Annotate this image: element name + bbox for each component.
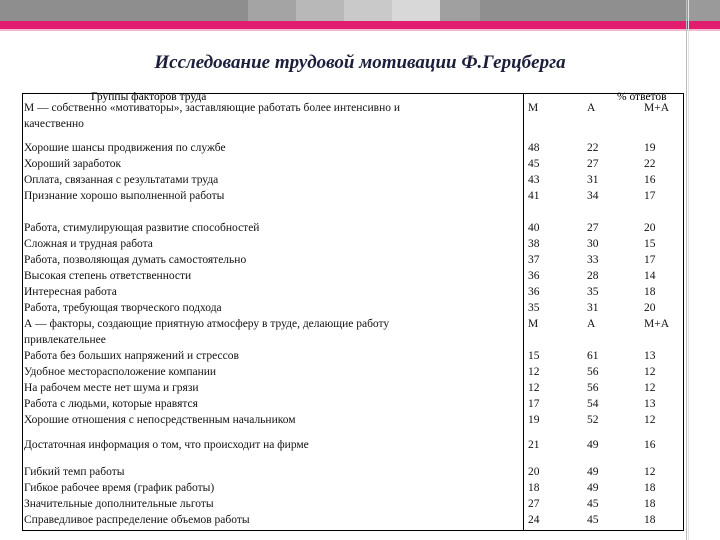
ma-value-cell: 16 [644,174,656,186]
top-decor-bar [0,0,720,21]
m-value-cell: 15 [528,350,540,362]
a-value-cell: 45 [587,498,599,510]
decor-block [248,0,296,21]
m-value-cell: 12 [528,366,540,378]
a-value-cell: 34 [587,190,599,202]
ma-value-cell: 16 [644,439,656,451]
m-value-cell: М [528,318,539,330]
a-value-cell: 49 [587,439,599,451]
a-value-cell: 45 [587,514,599,526]
ma-value-cell: М+А [644,102,670,114]
factor-cell: Гибкое рабочее время (график работы) [24,482,215,494]
factor-cell: Хороший заработок [24,158,122,170]
ma-value-cell: 12 [644,466,656,478]
factor-cell: Интересная работа [24,286,117,298]
m-value-cell: 27 [528,498,540,510]
factor-cell: качественно [24,118,84,130]
ma-value-cell: 18 [644,482,656,494]
table-row [23,512,683,528]
a-value-cell: 28 [587,270,599,282]
table-row [23,332,683,348]
table-row [23,316,683,332]
m-value-cell: 45 [528,158,540,170]
ma-value-cell: 14 [644,270,656,282]
slide-title: Исследование трудовой мотивации Ф.Герцберга [154,52,566,73]
m-value-cell: 24 [528,514,540,526]
factor-cell: Работа, стимулирующая развитие способностей [24,222,260,234]
m-value-cell: 40 [528,222,540,234]
ma-value-cell: 20 [644,222,656,234]
table-row [23,437,683,453]
a-value-cell: 49 [587,482,599,494]
a-value-cell: 27 [587,222,599,234]
factor-cell: А — факторы, создающие приятную атмосферу в труде, делающие работу [24,318,390,330]
a-value-cell: 35 [587,286,599,298]
m-value-cell: 20 [528,466,540,478]
motivation-table [22,93,684,531]
a-value-cell: 49 [587,466,599,478]
factor-cell: привлекательнее [24,334,106,346]
percent-column-header: % ответов [617,91,667,103]
factor-cell: Достаточная информация о том, что происходит на фирме [24,439,309,451]
table-row [23,300,683,316]
ma-value-cell: М+А [644,318,670,330]
m-value-cell: 35 [528,302,540,314]
table-row [23,364,683,380]
factor-cell: Работа без больших напряжений и стрессов [24,350,239,362]
a-value-cell: 56 [587,366,599,378]
factor-cell: Значительные дополнительные льготы [24,498,214,510]
a-value-cell: 27 [587,158,599,170]
a-value-cell: 56 [587,382,599,394]
m-value-cell: 18 [528,482,540,494]
decor-block [344,0,392,21]
ma-value-cell: 15 [644,238,656,250]
a-value-cell: А [587,318,596,330]
a-value-cell: 33 [587,254,599,266]
a-value-cell: 30 [587,238,599,250]
m-value-cell: 12 [528,382,540,394]
factor-cell: Работа, позволяющая думать самостоятельно [24,254,247,266]
m-value-cell: 38 [528,238,540,250]
ma-value-cell: 17 [644,190,656,202]
table-row [23,396,683,412]
factor-cell: Работа с людьми, которые нравятся [24,398,198,410]
ma-value-cell: 19 [644,142,656,154]
table-row [23,140,683,156]
ma-value-cell: 18 [644,498,656,510]
table-row [23,172,683,188]
m-value-cell: 41 [528,190,540,202]
ma-value-cell: 18 [644,514,656,526]
factor-cell: Справедливое распределение объемов работы [24,514,250,526]
decor-block [0,0,248,21]
table-row [23,348,683,364]
m-value-cell: 19 [528,414,540,426]
factor-cell: Оплата, связанная с результатами труда [24,174,219,186]
a-value-cell: 31 [587,302,599,314]
ma-value-cell: 12 [644,382,656,394]
table-row [23,156,683,172]
table-row [23,220,683,236]
table-row [23,496,683,512]
table-row [23,412,683,428]
a-value-cell: 54 [587,398,599,410]
a-value-cell: 52 [587,414,599,426]
right-guide-line [686,0,687,540]
a-value-cell: 31 [587,174,599,186]
table-row [23,236,683,252]
factors-column-header: Группы факторов труда [91,91,207,103]
a-value-cell: А [587,102,596,114]
decor-block [296,0,344,21]
ma-value-cell: 12 [644,414,656,426]
table-row [23,268,683,284]
decor-block [440,0,480,21]
factor-cell: Сложная и трудная работа [24,238,153,250]
m-value-cell: 37 [528,254,540,266]
factor-cell: Удобное месторасположение компании [24,366,217,378]
ma-value-cell: 13 [644,398,656,410]
ma-value-cell: 20 [644,302,656,314]
table-row [23,116,683,132]
accent-stripe-shade [0,29,720,31]
factor-cell: Высокая степень ответственности [24,270,192,282]
m-value-cell: 36 [528,270,540,282]
factor-cell: Признание хорошо выполненной работы [24,190,225,202]
decor-block [480,0,686,21]
table-row [23,188,683,204]
right-guide-line-light [688,0,689,540]
a-value-cell: 61 [587,350,599,362]
m-value-cell: 36 [528,286,540,298]
ma-value-cell: 18 [644,286,656,298]
accent-stripe [0,21,720,29]
table-row [23,252,683,268]
decor-block [392,0,440,21]
table-row [23,480,683,496]
table-row [23,100,683,116]
m-value-cell: 21 [528,439,540,451]
factor-cell: М — собственно «мотиваторы», заставляющие работать более интенсивно и [24,102,401,114]
m-value-cell: 43 [528,174,540,186]
factor-cell: Гибкий темп работы [24,466,125,478]
table-row [23,380,683,396]
ma-value-cell: 17 [644,254,656,266]
factor-cell: Работа, требующая творческого подхода [24,302,222,314]
ma-value-cell: 13 [644,350,656,362]
ma-value-cell: 22 [644,158,656,170]
m-value-cell: М [528,102,539,114]
factor-cell: Хорошие шансы продвижения по службе [24,142,226,154]
a-value-cell: 22 [587,142,599,154]
m-value-cell: 48 [528,142,540,154]
table-row [23,284,683,300]
factor-cell: Хорошие отношения с непосредственным начальником [24,414,296,426]
m-value-cell: 17 [528,398,540,410]
factor-cell: На рабочем месте нет шума и грязи [24,382,199,394]
ma-value-cell: 12 [644,366,656,378]
table-row [23,464,683,480]
